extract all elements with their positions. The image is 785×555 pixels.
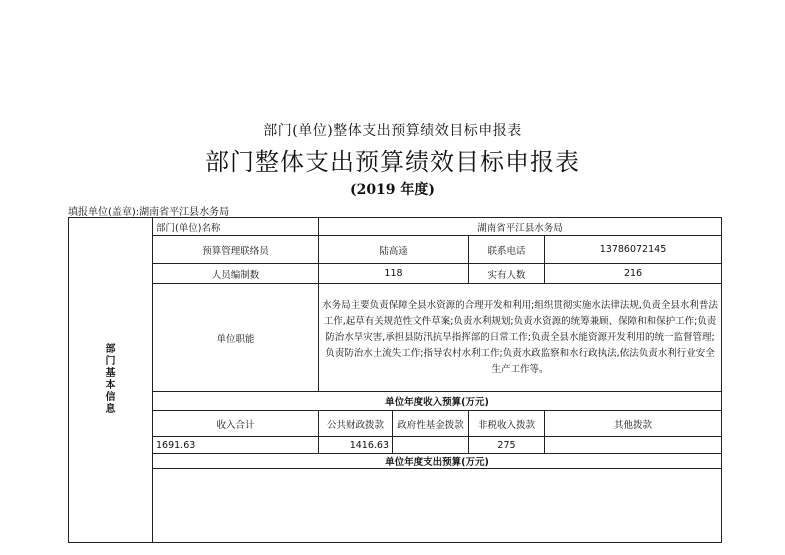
table-row (69, 437, 722, 454)
duty-label: 单位职能 (153, 284, 319, 392)
pre-title: 部门(单位)整体支出预算绩效目标申报表 (263, 123, 522, 139)
table-row (69, 264, 722, 284)
actual-value: 216 (545, 264, 722, 284)
income-header-nontax: 非税收入拨款 (469, 411, 545, 437)
table-row (69, 469, 722, 543)
contact-value: 陆高逵 (319, 236, 469, 264)
income-header-public: 公共财政拨款 (319, 411, 393, 437)
side-label: 部门基本信息 (105, 344, 116, 415)
page-title: 部门整体支出预算绩效目标申报表 (205, 148, 580, 176)
duty-value: 水务局主要负责保障全县水资源的合理开发和利用;组织贯彻实施水法律法规,负责全县水利普法工作,起草有关规范性文件草案;负责水利规划;负责水资源的统筹兼顾、保障和和保护工作;负责防治水旱灾害,承担县防汛抗旱指挥部的日常工作;负责全县水能资源开发利用的统一监督管理;负责防治水土流失工作;指导农村水利工作;负责水政监察和水行政执法,依法负责水利行业安全生产工作等。 (319, 284, 722, 392)
expense-section-title: 单位年度支出预算(万元) (153, 454, 722, 469)
table-row (69, 411, 722, 437)
side-label-cell (69, 218, 153, 543)
income-value-other (545, 437, 722, 454)
table-row (69, 454, 722, 469)
income-value-total: 1691.63 (153, 437, 319, 454)
staff-value: 118 (319, 264, 469, 284)
expense-body (153, 469, 722, 543)
table-row (69, 236, 722, 264)
income-section-title: 单位年度收入预算(万元) (153, 392, 722, 411)
budget-form-table (68, 217, 722, 543)
table-row (69, 218, 722, 236)
table-row (69, 284, 722, 392)
income-value-nontax: 275 (469, 437, 545, 454)
income-value-fund (393, 437, 469, 454)
dept-name-value: 湖南省平江县水务局 (319, 218, 722, 236)
phone-value: 13786072145 (545, 236, 722, 264)
table-row (69, 392, 722, 411)
actual-label: 实有人数 (469, 264, 545, 284)
fiscal-year: (2019 年度) (349, 182, 436, 198)
income-header-fund: 政府性基金拨款 (393, 411, 469, 437)
income-header-other: 其他拨款 (545, 411, 722, 437)
dept-name-label: 部门(单位)名称 (153, 218, 319, 236)
income-header-total: 收入合计 (153, 411, 319, 437)
staff-label: 人员编制数 (153, 264, 319, 284)
contact-label: 预算管理联络员 (153, 236, 319, 264)
income-value-public: 1416.63 (319, 437, 393, 454)
phone-label: 联系电话 (469, 236, 545, 264)
reporting-unit: 填报单位(盖章):湖南省平江县水务局 (68, 207, 230, 218)
